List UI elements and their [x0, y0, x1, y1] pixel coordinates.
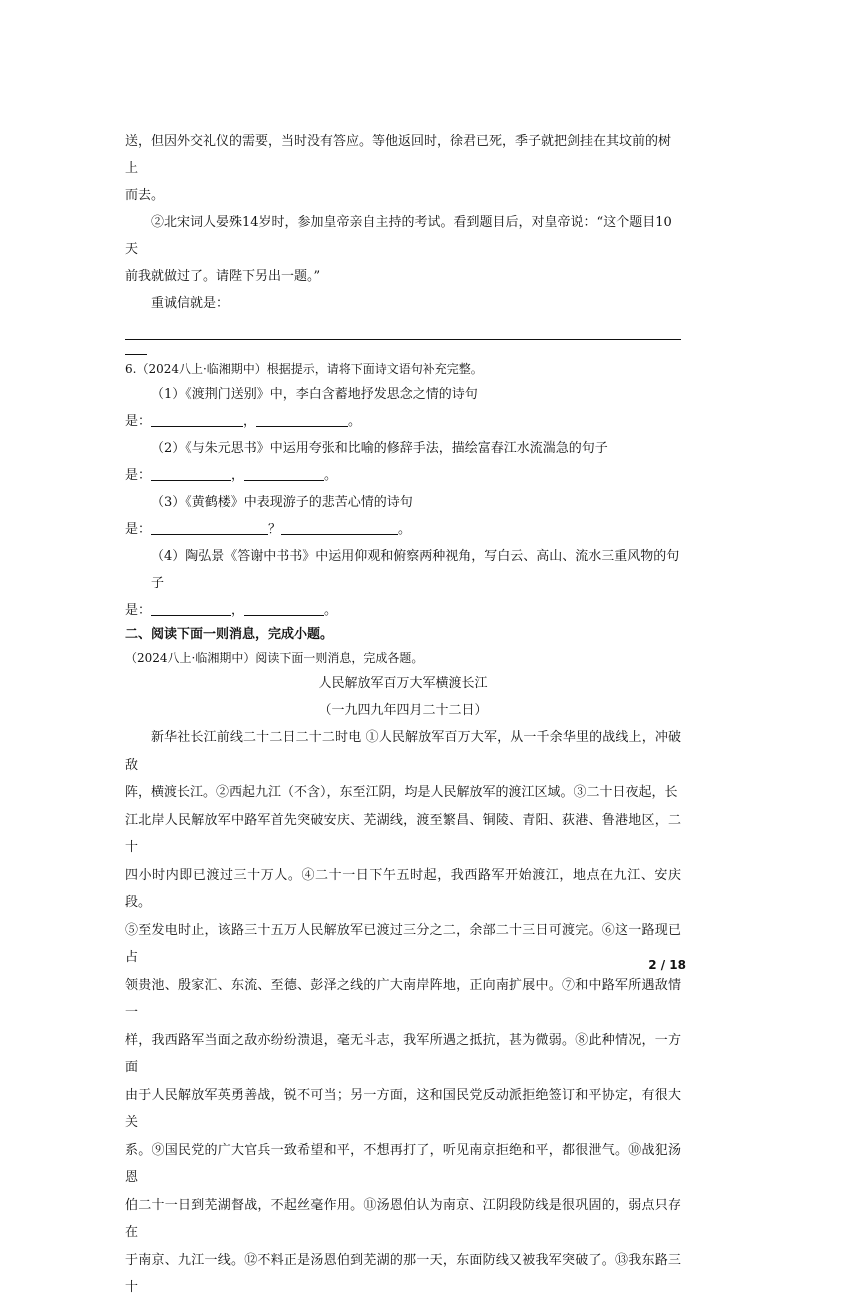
article-line: ⑤至发电时止，该路三十五万人民解放军已渡过三分之二，余部二十三日可渡完。⑥这一路现已占: [125, 922, 681, 965]
fill-blank[interactable]: [151, 412, 243, 427]
article-line: 江北岸人民解放军中路军首先突破安庆、芜湖线，渡至繁昌、铜陵、青阳、荻港、鲁港地区，二十: [125, 812, 681, 855]
article-line: 系。⑨国民党的广大官兵一致希望和平，不想再打了，听见南京拒绝和平，都很泄气。⑩战犯汤恩: [125, 1142, 681, 1185]
article-line: 由于人民解放军英勇善战，锐不可当；另一方面，这和国民党反动派拒绝签订和平协定，有很大关: [125, 1087, 681, 1130]
answer-row-3: 是： ？ 。: [125, 522, 412, 537]
answer-line-end: [125, 340, 147, 355]
example-2-line: 前我就做过了。请陛下另出一题。”: [125, 269, 321, 284]
section-2-title: 二、阅读下面一则消息，完成小题。: [125, 627, 334, 642]
page-content: [125, 128, 681, 1302]
prompt-honesty: 重诚信就是：: [151, 296, 230, 311]
question-6-item-3: （3）《黄鹤楼》中表现游子的悲苦心情的诗句: [151, 495, 413, 510]
question-6-item-4: （4）陶弘景《答谢中书书》中运用仰观和俯察两种视角，写白云、高山、流水三重风物的句子: [151, 549, 680, 591]
article-line: 于南京、九江一线。⑫不料正是汤恩伯到芜湖的那一天，东面防线又被我军突破了。⑬我东路三十: [125, 1252, 681, 1295]
page-number: 2 / 18: [648, 958, 686, 972]
answer-row-1: 是： ， 。: [125, 414, 362, 429]
answer-line[interactable]: [125, 323, 681, 340]
fill-blank[interactable]: [244, 601, 324, 616]
answer-row-4: 是： ， 。: [125, 603, 338, 618]
example-2-line: ②北宋词人晏殊14岁时，参加皇帝亲自主持的考试。看到题目后，对皇帝说：“这个题目10天: [125, 215, 672, 257]
fill-blank[interactable]: [244, 466, 324, 481]
article-line: 四小时内即已渡过三十万人。④二十一日下午五时起，我西路军开始渡江，地点在九江、安庆段。: [125, 867, 681, 910]
question-6-item-2: （2）《与朱元思书》中运用夸张和比喻的修辞手法，描绘富春江水流湍急的句子: [151, 441, 608, 456]
article-line: 样，我西路军当面之敌亦纷纷溃退，毫无斗志，我军所遇之抵抗，甚为微弱。⑧此种情况，一方面: [125, 1032, 681, 1075]
fill-blank[interactable]: [151, 520, 268, 535]
question-6-item-1: （1）《渡荆门送别》中，李白含蓄地抒发思念之情的诗句: [151, 387, 478, 402]
article-line: 领贵池、殷家汇、东流、至德、彭泽之线的广大南岸阵地，正向南扩展中。⑦和中路军所遇敌情一: [125, 977, 681, 1020]
article-line: 阵，横渡长江。②西起九江（不含），东至江阴，均是人民解放军的渡江区域。③二十日夜起，长: [125, 785, 678, 800]
article-body: [125, 724, 681, 1302]
fill-blank[interactable]: [151, 601, 231, 616]
article-date: （一九四九年四月二十二日）: [318, 703, 488, 718]
section-2-intro: （2024八上·临湘期中）阅读下面一则消息，完成各题。: [125, 651, 424, 665]
question-6-header: 6.（2024八上·临湘期中）根据提示，请将下面诗文语句补充完整。: [125, 362, 483, 376]
answer-row-2: 是： ， 。: [125, 468, 338, 483]
article-title: 人民解放军百万大军横渡长江: [318, 676, 488, 691]
fill-blank[interactable]: [151, 466, 231, 481]
prev-text-line: 而去。: [125, 188, 165, 203]
article-line: 新华社长江前线二十二日二十二时电 ①人民解放军百万大军，从一千余华里的战线上，冲破敌: [125, 730, 681, 773]
fill-blank[interactable]: [256, 412, 348, 427]
prev-text-line: 送，但因外交礼仪的需要，当时没有答应。等他返回时，徐君已死，季子就把剑挂在其坟前的树上: [125, 134, 672, 176]
fill-blank[interactable]: [281, 520, 398, 535]
article-line: 伯二十一日到芜湖督战，不起丝毫作用。⑪汤恩伯认为南京、江阴段防线是很巩固的，弱点只存在: [125, 1197, 681, 1240]
